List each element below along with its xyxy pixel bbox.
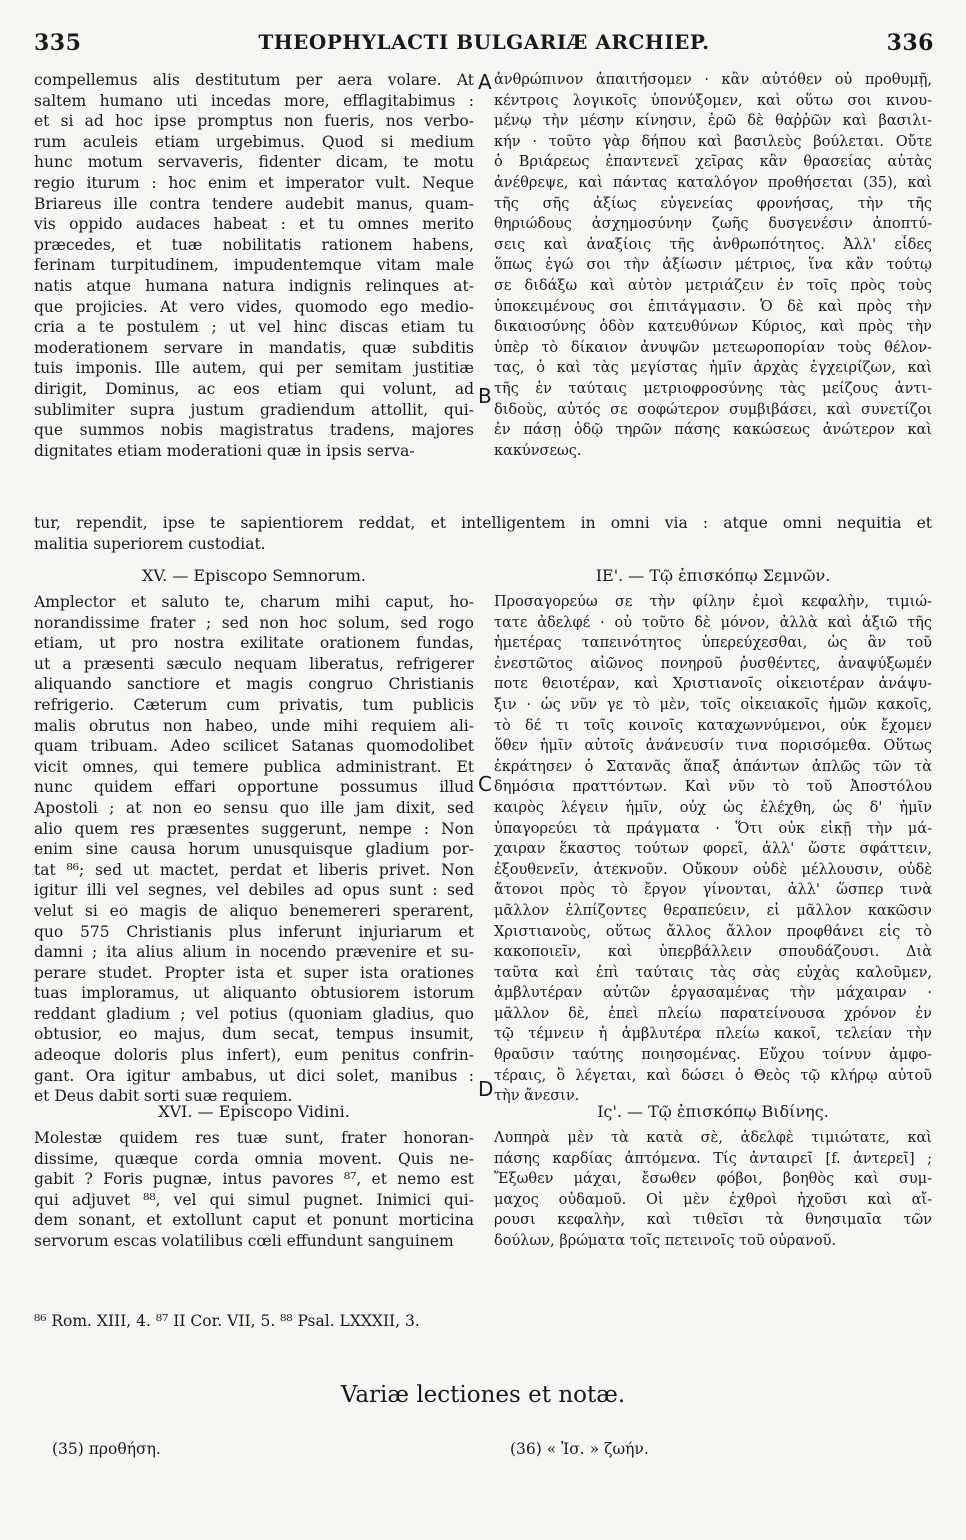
text-line: σε διδάξω καὶ αὐτὸν μετριάζειν ἐν τοῖς πρὸς τοὺς xyxy=(494,277,932,294)
varia-note-36: (36) « Ἰσ. » ζωήν. xyxy=(510,1440,649,1458)
section-15-greek xyxy=(494,592,932,1107)
text-line: διδοὺς, αὐτός σε σοφώτερον συμβιβάσει, καὶ συνετίζοι xyxy=(494,401,932,418)
varia-title: Variæ lectiones et notæ. xyxy=(340,1382,626,1408)
text-line: enim sine causa horum unusquisque gladium por- xyxy=(34,840,474,859)
text-line: refrigerio. Cæterum cum privatis, tum publicis xyxy=(34,695,474,714)
text-line: servorum escas volatilibus cœli effundunt sanguinem xyxy=(34,1231,454,1250)
text-line: δούλων, βρώματα τοῖς πετεινοῖς τοῦ οὐρανοῦ. xyxy=(494,1232,837,1249)
text-line: τῆς ἐν ταύταις μετριοφροσύνης τὰς μείζους ἀντι- xyxy=(494,380,932,397)
text-line: ὅθεν ἡμῖν αὐτοῖς ἀνάνευσίν τινα πορισόμεθα. Οὕτως xyxy=(494,738,932,755)
text-line: cria a te postulem ; ut vel hinc discas etiam tu xyxy=(34,318,474,337)
text-line: igitur illi vel segnes, vel debiles ad opus sunt : sed xyxy=(34,881,474,900)
text-line: malis obrutus non habeo, unde mihi requiem ali- xyxy=(34,716,474,735)
text-line: vis oppido audaces habeat : et tu omnes merito xyxy=(34,215,474,234)
text-line: alio quem res præsentes suggerunt, nempe : Non xyxy=(34,819,474,838)
text-line: dissime, quæque corda omnia movent. Quis ne- xyxy=(34,1149,474,1168)
text-line: κακύνσεως. xyxy=(494,442,582,459)
text-line: gant. Ora igitur ambabus, ut dici solet, manibus : xyxy=(34,1066,474,1085)
text-line: τας, ὁ καὶ τὰς μεγίστας ἡμῖν ἀρχὰς ἐγχειρίζων, καὶ xyxy=(494,360,932,377)
text-line: norandissime frater ; sed non hoc solum, sed rogo xyxy=(34,613,474,632)
text-line: regio iturum : hoc enim et imperator vult. Neque xyxy=(34,173,474,192)
text-line: κήν · τοῦτο γὰρ δήπου καὶ βασιλεὺς βούλεται. Οὔτε xyxy=(494,133,932,150)
text-line: Amplector et saluto te, charum mihi caput, ho- xyxy=(34,593,474,611)
section-16-greek xyxy=(494,1128,932,1252)
text-line: μένῳ τὴν μέσην κίνησιν, ἐρῶ δὲ θαῤῥῶν καὶ βασιλι- xyxy=(494,113,932,130)
text-line: Briareus ille contra tendere audebit manus, quam- xyxy=(34,194,474,213)
text-line: κακοποιεῖν, καὶ ὑπερβάλλειν σπουδάζουσι. Διὰ xyxy=(494,944,932,961)
text-line: ἡμετέρας ταπεινότητος ὑπερεύχεσθαι, ὡς ἂν τοῦ xyxy=(494,635,932,652)
text-line: Ἔξωθεν μάχαι, ἔσωθεν φόβοι, βοηθὸς καὶ συμ- xyxy=(494,1171,932,1188)
text-line: sublimiter supra justum gradiendum attollit, qui- xyxy=(34,400,474,419)
text-line: damni ; ita alius alium in nocendo prævenire et su- xyxy=(34,943,474,962)
text-line: saltem humano uti incedas more, efflagitabimus : xyxy=(34,91,474,110)
text-line: ἀνέθρεψε, καὶ πάντας καταλόγον προθήσεται (35), καὶ xyxy=(494,174,932,191)
text-line: et Deus dabit sorti suæ requiem. xyxy=(34,1087,293,1106)
text-line: μαχος οὐδαμοῦ. Οἱ μὲν ἐχθροὶ ἠχοῦσι καὶ αἴ- xyxy=(494,1191,932,1208)
text-line: tuas imploramus, ut aliquanto obtusiorem istorum xyxy=(34,984,474,1003)
text-line: θραῦσιν ταύτης ποιησομένας. Εὔχου τοίνυν ἀμφο- xyxy=(494,1047,932,1064)
text-line: quam tribuam. Adeo scilicet Satanas quomodolibet xyxy=(34,737,474,756)
text-line: χαιραν ἕκαστος τούτων φορεῖ, ἀλλ' ὥστε σφάττειν, xyxy=(494,841,932,858)
section-15-latin xyxy=(34,592,474,1107)
text-line: ποτε θειοτέραν, καὶ Χριστιανοῖς οἰκειοτέραν ἀνάψυ- xyxy=(494,676,932,693)
text-line: καιρὸς λέγειν ἡμῖν, οὐχ ὡς ἐλέχθη, ὡς δ' ἡμῖν xyxy=(494,799,932,816)
text-line: ἐκράτησεν ὁ Σατανᾶς ἅπαξ ἁπάντων ἁπλῶς τῶν τὰ xyxy=(494,758,932,775)
latin-column-top xyxy=(34,70,474,461)
text-line: obtusior, eo majus, dum secat, tempus insumit, xyxy=(34,1025,474,1044)
text-line: quo 575 Christianis plus inferunt injuriarum et xyxy=(34,922,474,941)
text-line: et si ad hoc ipse promptus non fueris, nos verbo- xyxy=(34,112,474,131)
text-line: nunc quidem effari opportune possumus illud xyxy=(34,778,474,797)
margin-marker-c: C xyxy=(478,772,492,796)
text-line: ἐν πάσῃ ὁδῷ τηρῶν πάσης κακώσεως ἀνώτερον καὶ xyxy=(494,422,932,439)
page-header xyxy=(34,30,934,60)
text-line: rum aculeis etiam urgebimus. Quod si medium xyxy=(34,132,474,151)
text-line: qui adjuvet ⁸⁸, vel qui simul pugnet. Inimici qui- xyxy=(34,1190,474,1209)
text-line: ἐξουθενεῖν, ἀτεκνοῦν. Οὔκουν οὐδὲ μέλλουσιν, οὐδὲ xyxy=(494,861,932,878)
text-line: ὑποκειμένους σοι ἐπιτάγμασιν. Ὁ δὲ καὶ πρὸς τὴν xyxy=(494,298,932,315)
full-width-text xyxy=(34,513,932,554)
text-line: que summos nobis magistratus tradens, majores xyxy=(34,421,474,440)
varia-note-35: (35) προθήση. xyxy=(52,1440,161,1458)
text-line: malitia superiorem custodiat. xyxy=(34,534,266,553)
running-title: THEOPHYLACTI BULGARIÆ ARCHIEP. xyxy=(258,30,710,54)
text-line: πάσης καρδίας ἁπτόμενα. Τίς ἀνταιρεῖ [f. ἀντερεῖ] ; xyxy=(494,1150,932,1167)
text-line: moderationem servare in mandatis, quæ subditis xyxy=(34,338,474,357)
text-line: τῆς σῆς ἀξίως εὐγενείας φρονήσας, τὴν τῆς xyxy=(494,195,932,212)
margin-marker-a: A xyxy=(478,70,492,94)
text-line: tat ⁸⁶; sed ut mactet, perdat et liberis privet. Non xyxy=(34,860,474,879)
text-line: τὴν ἄνεσιν. xyxy=(494,1088,580,1105)
right-page-number: 336 xyxy=(886,30,934,56)
text-line: Λυπηρὰ μὲν τὰ κατὰ σὲ, ἀδελφὲ τιμιώτατε, καὶ xyxy=(494,1130,932,1146)
text-line: dignitates etiam moderationi quæ in ipsis serva- xyxy=(34,441,415,460)
text-line: μᾶλλον δὲ, ἐπεὶ πλείω παρατείνουσα χρόνον ἐν xyxy=(494,1005,932,1022)
section-16-latin-title: XVI. — Episcopo Vidini. xyxy=(158,1102,350,1121)
text-line: aliquando sanctiore et magis congruo Christianis xyxy=(34,675,474,694)
text-line: σεις καὶ ἀναξίοις τῆς ἀνθρωπότητος. Ἀλλ' εἶδες xyxy=(494,236,932,253)
text-line: τὸ δέ τι τοῖς κοινοῖς καταχωννύμενοι, οὐκ ἔχομεν xyxy=(494,717,932,734)
text-line: velut si eo magis de aliquo benemereri sperarent, xyxy=(34,901,474,920)
text-line: etiam, ut pro nostra exilitate orationem fundas, xyxy=(34,634,474,653)
text-line: gabit ? Foris pugnæ, intus pavores ⁸⁷, et nemo est xyxy=(34,1170,474,1189)
text-line: τῷ τέμνειν ἡ ἀμβλυτέρα πλείω κακοῖ, τελείαν τὴν xyxy=(494,1026,932,1043)
text-line: vicit omnes, qui temere publica administrant. Et xyxy=(34,757,474,776)
text-line: ferinam turpitudinem, impudentemque vitam male xyxy=(34,256,474,275)
text-line: ἀμβλυτέραν αὐτῶν ἐργασαμένας τὴν μάχαιραν · xyxy=(494,985,932,1002)
text-line: ἐνεστῶτος αἰῶνος πονηροῦ ῥυσθέντες, ἀναψύξωμέν xyxy=(494,655,932,672)
text-line: Χριστιανοὺς, οὕτως ἄλλος ἄλλον προφθάνει εἰς τὸ xyxy=(494,923,932,940)
text-line: dirigit, Dominus, ac eos etiam qui volunt, ad xyxy=(34,379,474,398)
text-line: Προσαγορεύω σε τὴν φίλην ἐμοὶ κεφαλὴν, τιμιώ- xyxy=(494,594,932,610)
text-line: ὅπως ἐγώ σοι τὴν ἀξίωσιν μέτριος, ἵνα κἂν τούτῳ xyxy=(494,257,932,274)
text-line: dem sonant, et extollunt caput et ponunt morticina xyxy=(34,1211,474,1230)
section-16-latin xyxy=(34,1128,474,1252)
text-line: hunc motum servaveris, fidenter dicam, te motu xyxy=(34,153,474,172)
text-line: compellemus alis destitutum per aera volare. At xyxy=(34,71,474,89)
text-line: τατε ἀδελφέ · οὐ τοῦτο δὲ μόνον, ἀλλὰ καὶ ἀξιῶ τῆς xyxy=(494,614,932,631)
margin-marker-b: B xyxy=(478,384,492,408)
text-line: Apostoli ; at non eo sensu quo ille jam dixit, sed xyxy=(34,798,474,817)
greek-column-top xyxy=(494,70,932,461)
text-line: ἀνθρώπινον ἀπαιτήσομεν · κἂν αὐτόθεν οὐ προθυμῇ, xyxy=(494,72,932,88)
text-line: ρουσι κεφαλὴν, καὶ τιθεῖσι τὰ θνησιμαῖα τῶν xyxy=(494,1212,932,1229)
section-16-greek-title: Ις'. — Τῷ ἐπισκόπῳ Βιδίνης. xyxy=(597,1102,829,1121)
text-line: ut a præsenti sæculo nequam liberatus, refrigerer xyxy=(34,654,474,673)
text-line: perare studet. Propter ista et super ista orationes xyxy=(34,963,474,982)
text-line: μᾶλλον ἐλπίζοντες θεραπεύειν, εἰ μᾶλλον κακῶσιν xyxy=(494,902,932,919)
margin-marker-d: D xyxy=(478,1077,494,1101)
text-line: δημόσια πραττόντων. Καὶ νῦν τὸ τοῦ Ἀποστόλου xyxy=(494,779,932,796)
footnotes: ⁸⁶ Rom. XIII, 4. ⁸⁷ II Cor. VII, 5. ⁸⁸ Psal. LXXXII, 3. xyxy=(34,1312,420,1330)
text-line: tuis imponis. Ille autem, qui per semitam justitiæ xyxy=(34,359,474,378)
left-page-number: 335 xyxy=(34,30,82,56)
section-15-latin-title: XV. — Episcopo Semnorum. xyxy=(142,566,366,585)
section-15-greek-title: ΙΕ'. — Τῷ ἐπισκόπῳ Σεμνῶν. xyxy=(595,566,831,585)
text-line: reddant gladium ; vel potius (quoniam gladius, quo xyxy=(34,1004,474,1023)
text-line: ξιν · ὡς νῦν γε τὸ μὲν, τοῖς οἰκειακοῖς ἡμῶν κακοῖς, xyxy=(494,696,932,713)
text-line: que projicies. At vero vides, quomodo ego medio- xyxy=(34,297,474,316)
text-line: ὁ Βριάρεως ἐπαντενεῖ χεῖρας κἂν θρασείας αὐτὰς xyxy=(494,154,932,171)
text-line: præcedes, et tuæ nobilitatis rationem habens, xyxy=(34,235,474,254)
text-line: tur, rependit, ipse te sapientiorem reddat, et intelligentem in omni via : atque omni nequitia et xyxy=(34,514,932,532)
text-line: ἄτονοι πρὸς τὸ ἔργον γίνονται, ἀλλ' ὥσπερ τινὰ xyxy=(494,882,932,899)
text-line: ὑπαγορεύει τὰ πράγματα · Ὅτι οὐκ εἰκῇ τὴν μά- xyxy=(494,820,932,837)
text-line: τέραις, ὃ λέγεται, καὶ δώσει ὁ Θεὸς τῷ κλήρῳ αὐτοῦ xyxy=(494,1067,932,1084)
text-line: natis atque humana natura indignis relinques at- xyxy=(34,276,474,295)
text-line: θηριώδους ἀσχημοσύνην ζωῆς δυσγενέσιν ἀποπτύ- xyxy=(494,216,932,233)
text-line: ταῦτα καὶ ἐπὶ ταύταις τὰς σὰς εὐχὰς καλοῦμεν, xyxy=(494,964,932,981)
text-line: κέντροις λογικοῖς ὑπονύξομεν, καὶ οὕτω σοι κινου- xyxy=(494,92,932,109)
text-line: ὑπὲρ τὸ δίκαιον ἀνυψῶν μετεωροπορίαν τοὺς θέλον- xyxy=(494,339,932,356)
text-line: adeoque doloris plus infert), eum penitus confrin- xyxy=(34,1046,474,1065)
text-line: Molestæ quidem res tuæ sunt, frater honoran- xyxy=(34,1129,474,1147)
text-line: δικαιοσύνης ὁδὸν κατευθύνων Κύριος, καὶ πρὸς τὴν xyxy=(494,319,932,336)
